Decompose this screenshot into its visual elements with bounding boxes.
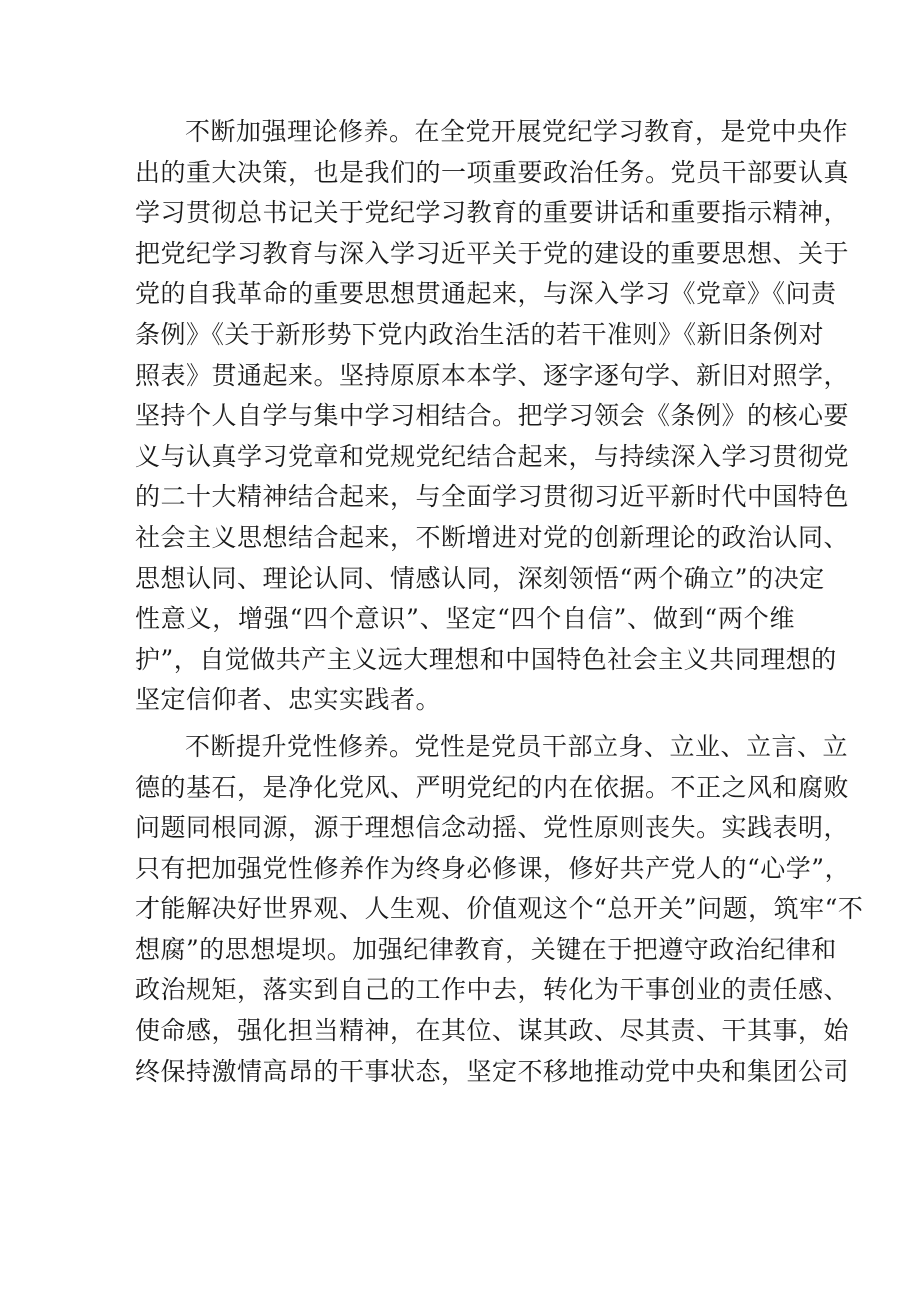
paragraph-line: 的二十大精神结合起来，与全面学习贯彻习近平新时代中国特色 <box>135 482 850 512</box>
paragraph-line: 政治规矩，落实到自己的工作中去，转化为干事创业的责任感、 <box>135 975 850 1005</box>
paragraph-line: 条例》《关于新形势下党内政治生活的若干准则》《新旧条例对 <box>135 319 825 349</box>
paragraph-theory-cultivation <box>135 112 850 721</box>
paragraph-line: 照表》贯通起来。坚持原原本本学、逐字逐句学、新旧对照学， <box>135 360 850 390</box>
paragraph-line: 不断加强理论修养。在全党开展党纪学习教育，是党中央作 <box>185 117 849 146</box>
paragraph-line: 坚定信仰者、忠实实践者。 <box>135 685 442 715</box>
paragraph-line: 坚持个人自学与集中学习相结合。把学习领会《条例》的核心要 <box>135 401 850 431</box>
paragraph-line: 德的基石，是净化党风、严明党纪的内在依据。不正之风和腐败 <box>135 772 850 802</box>
paragraph-line: 性意义，增强“四个意识”、坚定“四个自信”、做到“两个维 <box>135 604 795 634</box>
document-body <box>135 112 864 1092</box>
paragraph-line: 想腐”的思想堤坝。加强纪律教育，关键在于把遵守政治纪律和 <box>135 934 837 964</box>
paragraph-line: 不断提升党性修养。党性是党员干部立身、立业、立言、立 <box>185 731 849 761</box>
paragraph-line: 学习贯彻总书记关于党纪学习教育的重要讲话和重要指示精神， <box>135 198 850 228</box>
paragraph-line: 只有把加强党性修养作为终身必修课，修好共产党人的“心学”， <box>135 853 851 883</box>
paragraph-line: 问题同根同源，源于理想信念动摇、党性原则丧失。实践表明， <box>135 813 850 843</box>
paragraph-party-spirit-cultivation <box>135 727 864 1092</box>
paragraph-line: 党的自我革命的重要思想贯通起来，与深入学习《党章》《问责 <box>135 279 837 309</box>
paragraph-line: 终保持激情高昂的干事状态，坚定不移地推动党中央和集团公司 <box>135 1056 850 1086</box>
paragraph-line: 才能解决好世界观、人生观、价值观这个“总开关”问题，筑牢“不 <box>135 894 864 924</box>
paragraph-line: 思想认同、理论认同、情感认同，深刻领悟“两个确立”的决定 <box>135 563 825 593</box>
paragraph-line: 社会主义思想结合起来，不断增进对党的创新理论的政治认同、 <box>135 522 850 552</box>
paragraph-line: 使命感，强化担当精神，在其位、谋其政、尽其责、干其事，始 <box>135 1016 850 1046</box>
paragraph-line: 护”，自觉做共产主义远大理想和中国特色社会主义共同理想的 <box>135 644 837 674</box>
paragraph-line: 出的重大决策，也是我们的一项重要政治任务。党员干部要认真 <box>135 157 850 187</box>
paragraph-line: 把党纪学习教育与深入学习近平关于党的建设的重要思想、关于 <box>135 238 850 268</box>
paragraph-line: 义与认真学习党章和党规党纪结合起来，与持续深入学习贯彻党 <box>135 441 850 471</box>
